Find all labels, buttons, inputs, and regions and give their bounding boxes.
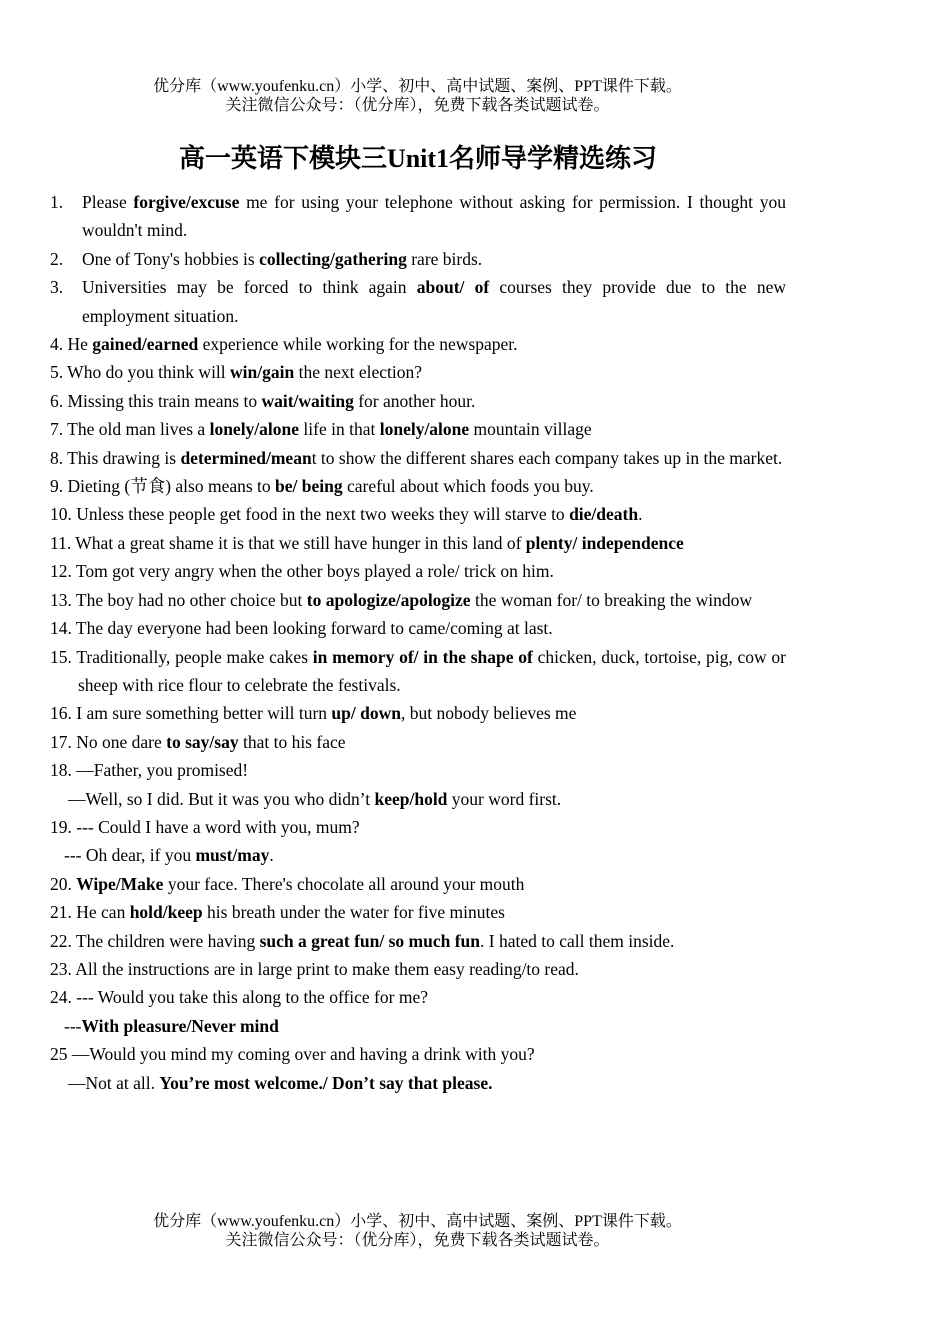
answer-option: collecting/gathering [259,248,407,269]
page-title: 高一英语下模块三Unit1名师导学精选练习 [178,144,658,173]
list-item-reply: --- Oh dear, if you must/may. [64,845,274,866]
answer-option: to say/say [166,731,239,752]
answer-option: determined/mean [180,447,312,468]
list-item: 16. I am sure something better will turn up/ down, but nobody believes me [50,703,577,724]
list-item: 19. --- Could I have a word with you, mum? [50,816,360,837]
list-item: 13. The boy had no other choice but to apologize/apologize the woman for/ to breaking the window [50,589,752,610]
answer-option: in memory of/ in the shape of [312,646,533,667]
answer-option: lonely/alone [379,419,470,440]
list-item-reply: ---With pleasure/Never mind [64,1015,279,1036]
list-item: 6. Missing this train means to wait/waiting for another hour. [50,390,476,411]
list-item: 20. Wipe/Make your face. There's chocolate all around your mouth [50,873,525,894]
list-item: 9. Dieting (节食) also means to be/ being careful about which foods you buy. [50,476,594,497]
answer-option: wait/waiting [261,390,354,411]
list-item-reply: —Well, so I did. But it was you who didn’t keep/hold your word first. [68,788,562,809]
list-item: 8. This drawing is determined/meant to show the different shares each company takes up in the market. [50,447,783,468]
list-item: 7. The old man lives a lonely/alone life in that lonely/alone mountain village [50,419,592,440]
answer-option: forgive/excuse [133,192,240,212]
list-item: 10. Unless these people get food in the next two weeks they will starve to die/death. [50,504,643,525]
list-item: 1. Please forgive/excuse me for using your telephone without asking for permission. I thought you wouldn't mind. [50,192,786,241]
list-item: 18. —Father, you promised! [50,760,249,781]
answer-option: With pleasure/Never mind [81,1015,279,1036]
answer-option: plenty/ independence [525,532,684,553]
list-item: 21. He can hold/keep his breath under the water for five minutes [50,902,505,923]
list-item: 25 —Would you mind my coming over and having a drink with you? [50,1044,535,1065]
footer-line-1: 优分库（www.youfenku.cn）小学、初中、高中试题、案例、PPT课件下载。 [153,1213,682,1230]
list-item: 2. One of Tony's hobbies is collecting/gathering rare birds. [50,248,483,269]
list-item: 15. Traditionally, people make cakes in memory of/ in the shape of chicken, duck, tortoise, pig, cow or sheep with rice flour to celebrate the festivals. [50,646,786,695]
answer-option: die/death [569,504,639,525]
header-line-2: 关注微信公众号：（优分库），免费下载各类试题试卷。 [225,97,610,114]
answer-option: such a great fun/ so much fun [259,930,481,951]
answer-option: be/ being [275,476,343,497]
answer-option: must/may [195,845,270,866]
answer-option: lonely/alone [209,419,300,440]
list-item: 22. The children were having such a great fun/ so much fun. I hated to call them inside. [50,930,675,951]
list-item: 3. Universities may be forced to think again about/ of courses they provide due to the new employment situation. [50,277,787,326]
answer-option: hold/keep [129,902,203,923]
answer-option: You’re most welcome./ Don’t say that please. [159,1072,493,1093]
answer-option: keep/hold [374,788,448,809]
list-item: 17. No one dare to say/say that to his face [50,731,346,752]
list-item: 12. Tom got very angry when the other boys played a role/ trick on him. [50,561,554,582]
list-item: 5. Who do you think will win/gain the next election? [50,362,423,383]
header-line-1: 优分库（www.youfenku.cn）小学、初中、高中试题、案例、PPT课件下载。 [153,78,682,95]
list-item: 11. What a great shame it is that we still have hunger in this land of plenty/ independence [50,532,684,553]
footer-line-2: 关注微信公众号：（优分库），免费下载各类试题试卷。 [225,1232,610,1249]
list-item: 14. The day everyone had been looking forward to came/coming at last. [50,618,553,639]
answer-option: Wipe/Make [76,873,164,894]
page-header [0,77,950,115]
list-item: 23. All the instructions are in large print to make them easy reading/to read. [50,958,579,979]
list-item: 4. He gained/earned experience while working for the newspaper. [50,334,518,355]
answer-option: up/ down [331,703,401,724]
answer-option: win/gain [230,362,295,383]
list-item: 24. --- Would you take this along to the office for me? [50,987,428,1008]
page-footer [0,1212,950,1250]
answer-option: to apologize/apologize [306,589,471,610]
answer-option: gained/earned [92,334,199,355]
answer-option: about/ of [416,277,490,298]
list-item-reply: —Not at all. You’re most welcome./ Don’t say that please. [68,1072,493,1093]
exercise-list [50,188,786,1097]
